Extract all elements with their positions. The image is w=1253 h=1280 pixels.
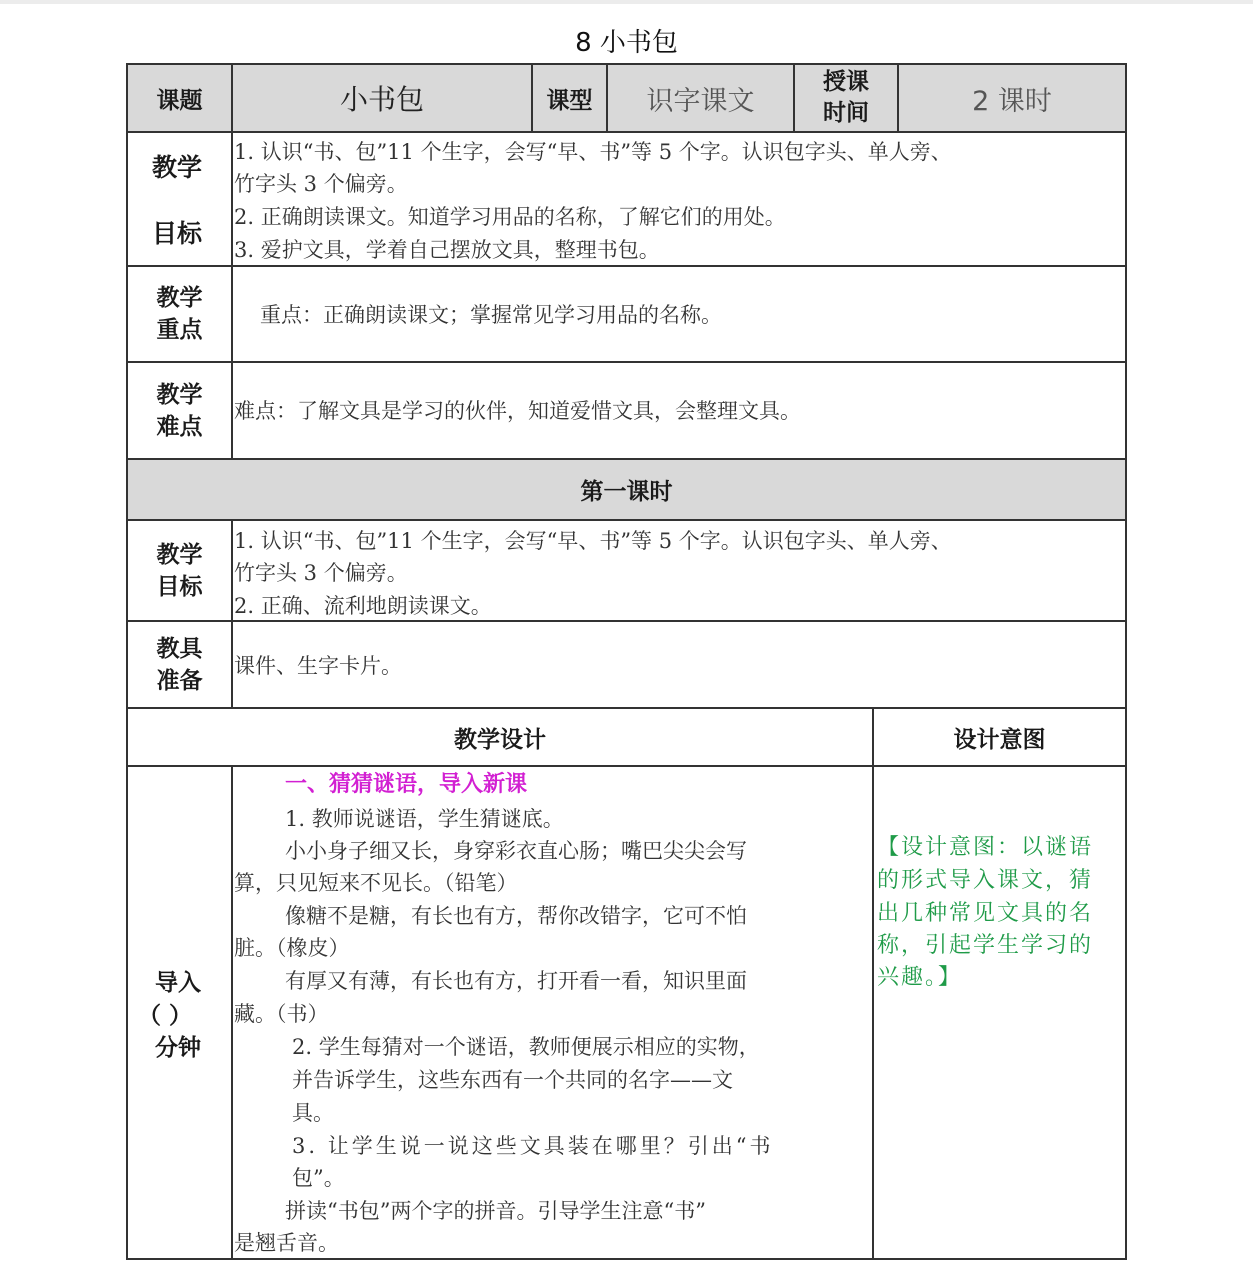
intent-header-cell	[872, 707, 1127, 767]
intent-col-header: 设计意图	[953, 726, 1046, 753]
section-label-line1: 导入	[155, 970, 201, 996]
intent-line: 【设计意图：以谜语	[877, 835, 1094, 860]
goals-label-line1: 教学	[152, 153, 203, 182]
keypoints-label-cell	[126, 265, 233, 363]
type-value-cell	[606, 63, 795, 133]
section-label-line2: （ ）	[138, 1003, 193, 1029]
first-lesson-title: 第一课时	[580, 479, 673, 505]
design-header-cell	[126, 707, 874, 767]
keypoints-content-cell	[231, 265, 1127, 363]
design-line: 3. 让学生说一说这些文具装在哪里？引出“书	[292, 1134, 774, 1158]
intent-line: 出几种常见文具的名	[877, 901, 1094, 926]
first-lesson-header	[126, 458, 1127, 521]
keypoints-label-line1: 教学	[156, 285, 203, 311]
design-line: 拼读“书包”两个字的拼音。引导学生注意“书”	[285, 1199, 706, 1223]
intent-line: 的形式导入课文，猜	[877, 868, 1094, 893]
section-label-line3: 分钟	[155, 1035, 201, 1061]
intent-content-cell	[872, 765, 1127, 1260]
lesson-goals-label-line2: 目标	[156, 573, 203, 600]
time-label-line1: 授课	[823, 69, 869, 95]
design-line: 算，只见短来不见长。（铅笔）	[234, 871, 518, 895]
lesson-goals-line: 1. 认识“书、包”11 个生字，会写“早、书”等 5 个字。认识包字头、单人旁、	[234, 529, 952, 553]
difficulties-label-line2: 难点	[156, 413, 203, 440]
design-line: 是翘舌音。	[234, 1231, 339, 1255]
goals-line: 3. 爱护文具，学着自己摆放文具，整理书包。	[234, 238, 660, 262]
design-line: 具。	[292, 1101, 334, 1125]
document-title: 8 小书包	[575, 28, 678, 58]
time-value-cell	[897, 63, 1127, 133]
difficulties-label-line1: 教学	[156, 381, 203, 408]
intent-line: 兴趣。】	[877, 965, 963, 990]
design-line: 有厚又有薄，有长也有方，打开看一看，知识里面	[285, 969, 747, 993]
topic-value: 小书包	[339, 83, 424, 116]
lesson-goals-label-line1: 教学	[156, 541, 203, 568]
difficulties-label-cell	[126, 361, 233, 460]
time-label-cell	[793, 63, 899, 133]
keypoints-text: 重点：正确朗读课文；掌握常见学习用品的名称。	[260, 303, 722, 327]
section-heading: 一、猜猜谜语，导入新课	[285, 772, 528, 797]
intent-line: 称，引起学生学习的	[877, 933, 1094, 958]
lesson-goals-line: 竹字头 3 个偏旁。	[234, 561, 408, 585]
tools-label-line1: 教具	[156, 635, 203, 662]
keypoints-label-line2: 重点	[156, 317, 203, 343]
design-line: 藏。（书）	[234, 1002, 329, 1026]
difficulties-text: 难点：了解文具是学习的伙伴，知道爱惜文具，会整理文具。	[234, 399, 801, 423]
lesson-goals-label-cell	[126, 519, 233, 622]
goals-label-line2: 目标	[152, 219, 203, 248]
tools-label-cell	[126, 620, 233, 709]
design-line: 像糖不是糖，有长也有方，帮你改错字，它可不怕	[285, 904, 747, 928]
section-label-cell	[126, 765, 233, 1260]
difficulties-content-cell	[231, 361, 1127, 460]
design-line: 1. 教师说谜语，学生猜谜底。	[285, 807, 564, 831]
topic-label-cell	[126, 63, 233, 133]
design-line: 包”。	[292, 1166, 345, 1190]
design-line: 2. 学生每猜对一个谜语，教师便展示相应的实物，	[292, 1035, 760, 1059]
type-label-cell	[531, 63, 608, 133]
top-strip	[0, 0, 1253, 4]
design-line: 并告诉学生，这些东西有一个共同的名字——文	[292, 1068, 733, 1092]
design-line: 小小身子细又长，身穿彩衣直心肠；嘴巴尖尖会写	[285, 839, 747, 863]
lesson-goals-content-cell	[231, 519, 1127, 622]
tools-text: 课件、生字卡片。	[234, 654, 402, 678]
goals-line: 2. 正确朗读课文。知道学习用品的名称，了解它们的用处。	[234, 205, 786, 229]
goals-label-cell	[126, 131, 233, 267]
time-label-line2: 时间	[823, 100, 869, 126]
topic-label: 课题	[156, 87, 203, 114]
lesson-goals-line: 2. 正确、流利地朗读课文。	[234, 594, 492, 618]
goals-line: 竹字头 3 个偏旁。	[234, 172, 408, 196]
type-value: 识字课文	[646, 85, 755, 117]
design-line: 脏。（橡皮）	[234, 936, 350, 960]
topic-value-cell	[231, 63, 533, 133]
goals-line: 1. 认识“书、包”11 个生字，会写“早、书”等 5 个字。认识包字头、单人旁、	[234, 140, 952, 164]
tools-content-cell	[231, 620, 1127, 709]
design-col-header: 教学设计	[454, 726, 546, 753]
tools-label-line2: 准备	[156, 667, 203, 694]
type-label: 课型	[546, 87, 593, 114]
goals-content-cell	[231, 131, 1127, 267]
design-content-cell	[231, 765, 874, 1260]
time-value: 2 课时	[972, 85, 1052, 117]
